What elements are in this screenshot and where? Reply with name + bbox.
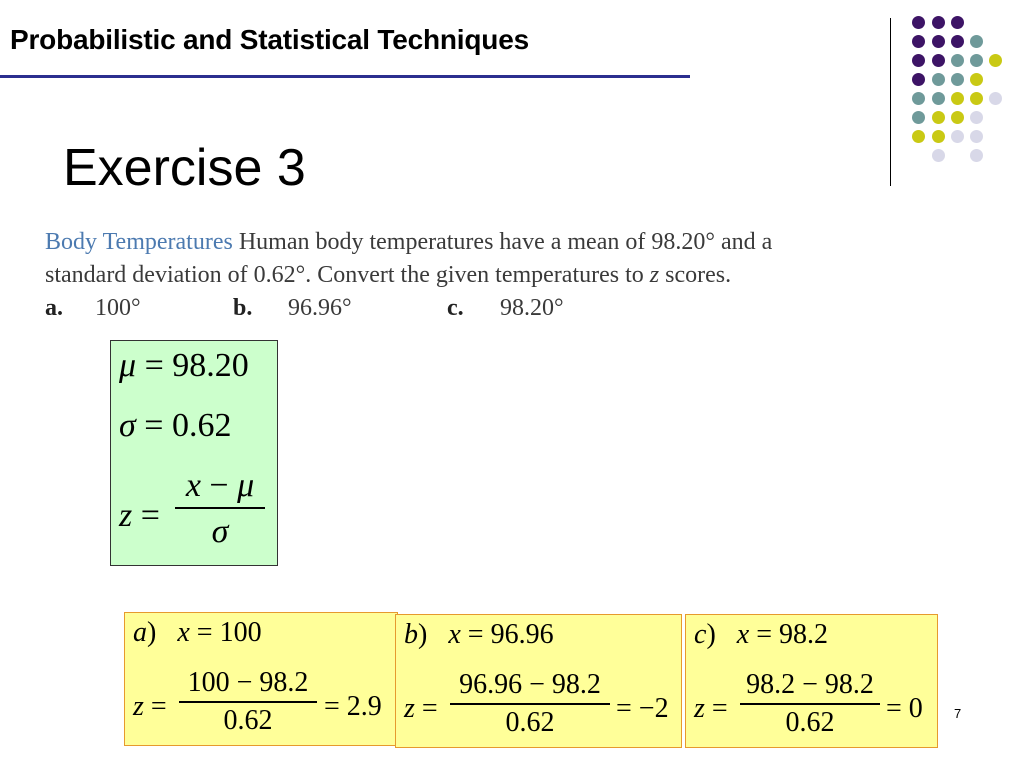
z-equals: = bbox=[140, 497, 160, 534]
slide-title: Exercise 3 bbox=[63, 139, 306, 197]
mu-symbol: μ bbox=[119, 347, 137, 384]
decor-dot bbox=[932, 35, 945, 48]
problem-parts bbox=[45, 292, 1015, 325]
answer-a-z: z = bbox=[133, 691, 167, 722]
z-formula-fraction bbox=[175, 467, 265, 551]
given-formulas-box bbox=[110, 340, 278, 566]
decor-dot bbox=[970, 92, 983, 105]
answer-c-denominator: 0.62 bbox=[785, 706, 835, 738]
answer-a-part: a bbox=[133, 617, 147, 648]
answer-b-result: = −2 bbox=[616, 693, 669, 724]
problem-text: standard deviation of 0.62°. Convert the given temperatures to bbox=[45, 262, 650, 288]
answer-b-denominator: 0.62 bbox=[505, 706, 555, 738]
answer-box-b bbox=[395, 614, 682, 748]
minus-sign: − bbox=[200, 467, 238, 504]
z-denominator bbox=[175, 509, 265, 551]
decor-dot bbox=[970, 130, 983, 143]
decor-dot bbox=[912, 111, 925, 124]
header-rule bbox=[0, 75, 690, 78]
answer-c-given: c) x = 98.2 bbox=[694, 619, 828, 650]
decor-dot bbox=[932, 73, 945, 86]
answer-b-numerator: 96.96 − 98.2 bbox=[459, 669, 601, 700]
x-symbol: x bbox=[185, 467, 201, 504]
part-c-label: c. bbox=[447, 295, 464, 321]
answer-a-x: 100 bbox=[219, 617, 262, 648]
decor-dot bbox=[951, 130, 964, 143]
decor-dot bbox=[951, 111, 964, 124]
answer-b-fraction bbox=[450, 669, 610, 739]
z-symbol: z bbox=[119, 497, 133, 534]
mu-symbol: μ bbox=[237, 467, 255, 504]
decor-dot bbox=[989, 54, 1002, 67]
decor-dot bbox=[951, 73, 964, 86]
answer-c-x: 98.2 bbox=[779, 619, 828, 650]
sd-value: = 0.62 bbox=[144, 407, 232, 444]
mean-formula bbox=[119, 347, 249, 385]
sd-formula bbox=[119, 407, 231, 445]
decor-dot bbox=[912, 92, 925, 105]
answer-a-fraction bbox=[179, 667, 317, 737]
answer-c-numerator: 98.2 − 98.2 bbox=[746, 669, 874, 700]
decor-dot bbox=[932, 130, 945, 143]
decor-dot bbox=[912, 73, 925, 86]
decor-dot bbox=[951, 16, 964, 29]
part-a-label: a. bbox=[45, 295, 63, 321]
decor-dot bbox=[932, 92, 945, 105]
answer-a-numerator: 100 − 98.2 bbox=[187, 667, 309, 698]
problem-z: z bbox=[649, 262, 660, 288]
answer-box-a bbox=[124, 612, 398, 746]
problem-text: Human body temperatures have a mean of 98.20° and a bbox=[232, 229, 773, 255]
decor-dot bbox=[932, 16, 945, 29]
answer-b-x: 96.96 bbox=[490, 619, 554, 650]
answer-c-part: c bbox=[694, 619, 707, 650]
decor-dot bbox=[970, 73, 983, 86]
decor-dot bbox=[989, 92, 1002, 105]
problem-statement bbox=[45, 226, 1015, 325]
decor-dot bbox=[970, 149, 983, 162]
decor-dot bbox=[970, 54, 983, 67]
z-numerator bbox=[175, 467, 265, 507]
answer-b-part: b bbox=[404, 619, 418, 650]
problem-text: scores. bbox=[659, 262, 732, 288]
part-c-value: 98.20° bbox=[500, 295, 564, 321]
answer-a-result: = 2.9 bbox=[324, 691, 382, 722]
decor-dot bbox=[932, 149, 945, 162]
header-title: Probabilistic and Statistical Techniques bbox=[10, 24, 529, 55]
decor-dot bbox=[951, 92, 964, 105]
answer-c-fraction bbox=[740, 669, 880, 739]
decor-dot bbox=[951, 35, 964, 48]
answer-a-given: a) x = 100 bbox=[133, 617, 262, 648]
decor-dot bbox=[932, 54, 945, 67]
sigma-symbol: σ bbox=[119, 407, 136, 444]
decor-dot bbox=[970, 111, 983, 124]
part-b-label: b. bbox=[233, 295, 253, 321]
mean-value: = 98.20 bbox=[144, 347, 249, 384]
answer-c-result: = 0 bbox=[886, 693, 923, 724]
decor-dot bbox=[912, 35, 925, 48]
answer-b-given: b) x = 96.96 bbox=[404, 619, 554, 650]
problem-line-2 bbox=[45, 259, 1015, 292]
decor-dot bbox=[932, 111, 945, 124]
decor-dot bbox=[912, 16, 925, 29]
decor-dot bbox=[912, 54, 925, 67]
part-a-value: 100° bbox=[95, 295, 141, 321]
decor-dot bbox=[970, 35, 983, 48]
vertical-divider bbox=[890, 18, 891, 186]
problem-line-1 bbox=[45, 226, 1015, 259]
decor-dot bbox=[912, 130, 925, 143]
problem-lead: Body Temperatures bbox=[45, 229, 233, 255]
answer-a-denominator: 0.62 bbox=[223, 704, 273, 736]
answer-b-z: z = bbox=[404, 693, 438, 724]
sigma-symbol: σ bbox=[211, 512, 229, 550]
z-formula-lhs bbox=[119, 497, 160, 535]
answer-c-z: z = bbox=[694, 693, 728, 724]
page-number: 7 bbox=[954, 706, 962, 721]
answer-box-c bbox=[685, 614, 938, 748]
part-b-value: 96.96° bbox=[288, 295, 352, 321]
decor-dot bbox=[951, 54, 964, 67]
